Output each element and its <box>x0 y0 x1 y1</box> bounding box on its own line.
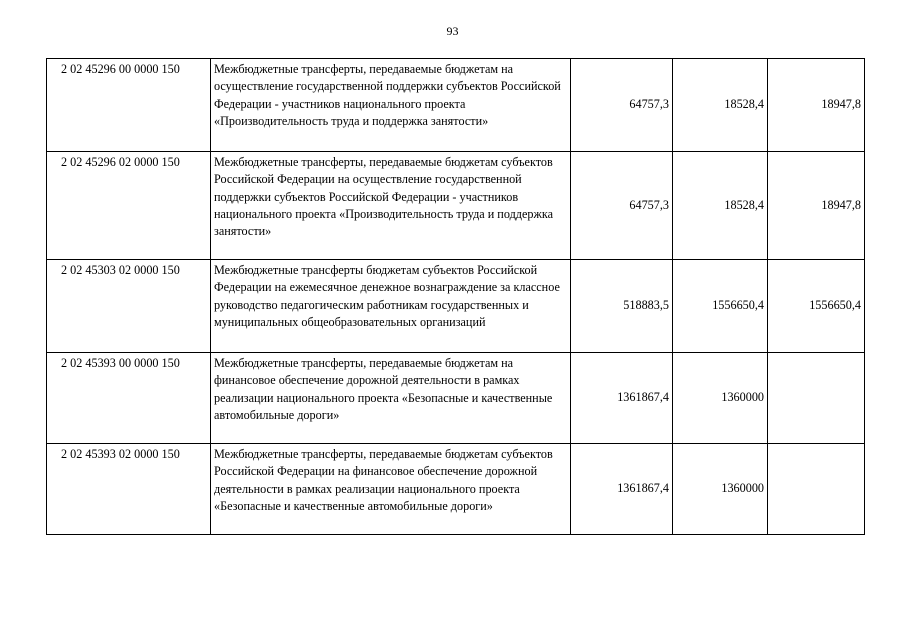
amount-year-2: 1556650,4 <box>673 260 768 353</box>
budget-classification-code: 2 02 45393 00 0000 150 <box>47 353 211 444</box>
amount-year-1: 1361867,4 <box>571 444 673 535</box>
amount-year-2: 18528,4 <box>673 59 768 152</box>
amount-year-3 <box>768 444 865 535</box>
budget-classification-code: 2 02 45296 02 0000 150 <box>47 152 211 260</box>
amount-year-3 <box>768 353 865 444</box>
table-row <box>47 59 865 152</box>
budget-classification-code: 2 02 45303 02 0000 150 <box>47 260 211 353</box>
page-number: 93 <box>446 24 459 38</box>
amount-year-2: 1360000 <box>673 353 768 444</box>
table-row <box>47 353 865 444</box>
revenue-description: Межбюджетные трансферты, передаваемые бюджетам субъектов Российской Федерации на финансовое обеспечение дорожной деятельности в рамках реализации национального проекта «Безопасные и качественные автомобильные дороги» <box>211 444 571 535</box>
amount-year-1: 64757,3 <box>571 152 673 260</box>
amount-year-2: 1360000 <box>673 444 768 535</box>
revenue-description: Межбюджетные трансферты, передаваемые бюджетам субъектов Российской Федерации на осуществление государственной поддержки субъектов Российской Федерации - участников национального проекта «Производительность труда и поддержка занятости» <box>211 152 571 260</box>
revenue-description: Межбюджетные трансферты, передаваемые бюджетам на осуществление государственной поддержки субъектов Российской Федерации - участников национального проекта «Производительность труда и поддержка занятости» <box>211 59 571 152</box>
amount-year-3: 1556650,4 <box>768 260 865 353</box>
amount-year-3: 18947,8 <box>768 59 865 152</box>
amount-year-1: 518883,5 <box>571 260 673 353</box>
amount-year-3: 18947,8 <box>768 152 865 260</box>
amount-year-1: 64757,3 <box>571 59 673 152</box>
budget-classification-code: 2 02 45296 00 0000 150 <box>47 59 211 152</box>
revenue-description: Межбюджетные трансферты бюджетам субъектов Российской Федерации на ежемесячное денежное вознаграждение за классное руководство педагогическим работникам государственных и муниципальных общеобразовательных организаций <box>211 260 571 353</box>
revenue-description: Межбюджетные трансферты, передаваемые бюджетам на финансовое обеспечение дорожной деятельности в рамках реализации национального проекта «Безопасные и качественные автомобильные дороги» <box>211 353 571 444</box>
amount-year-1: 1361867,4 <box>571 353 673 444</box>
table-row <box>47 260 865 353</box>
amount-year-2: 18528,4 <box>673 152 768 260</box>
table-row <box>47 444 865 535</box>
budget-classification-code: 2 02 45393 02 0000 150 <box>47 444 211 535</box>
budget-revenue-table <box>46 58 865 535</box>
table-row <box>47 152 865 260</box>
